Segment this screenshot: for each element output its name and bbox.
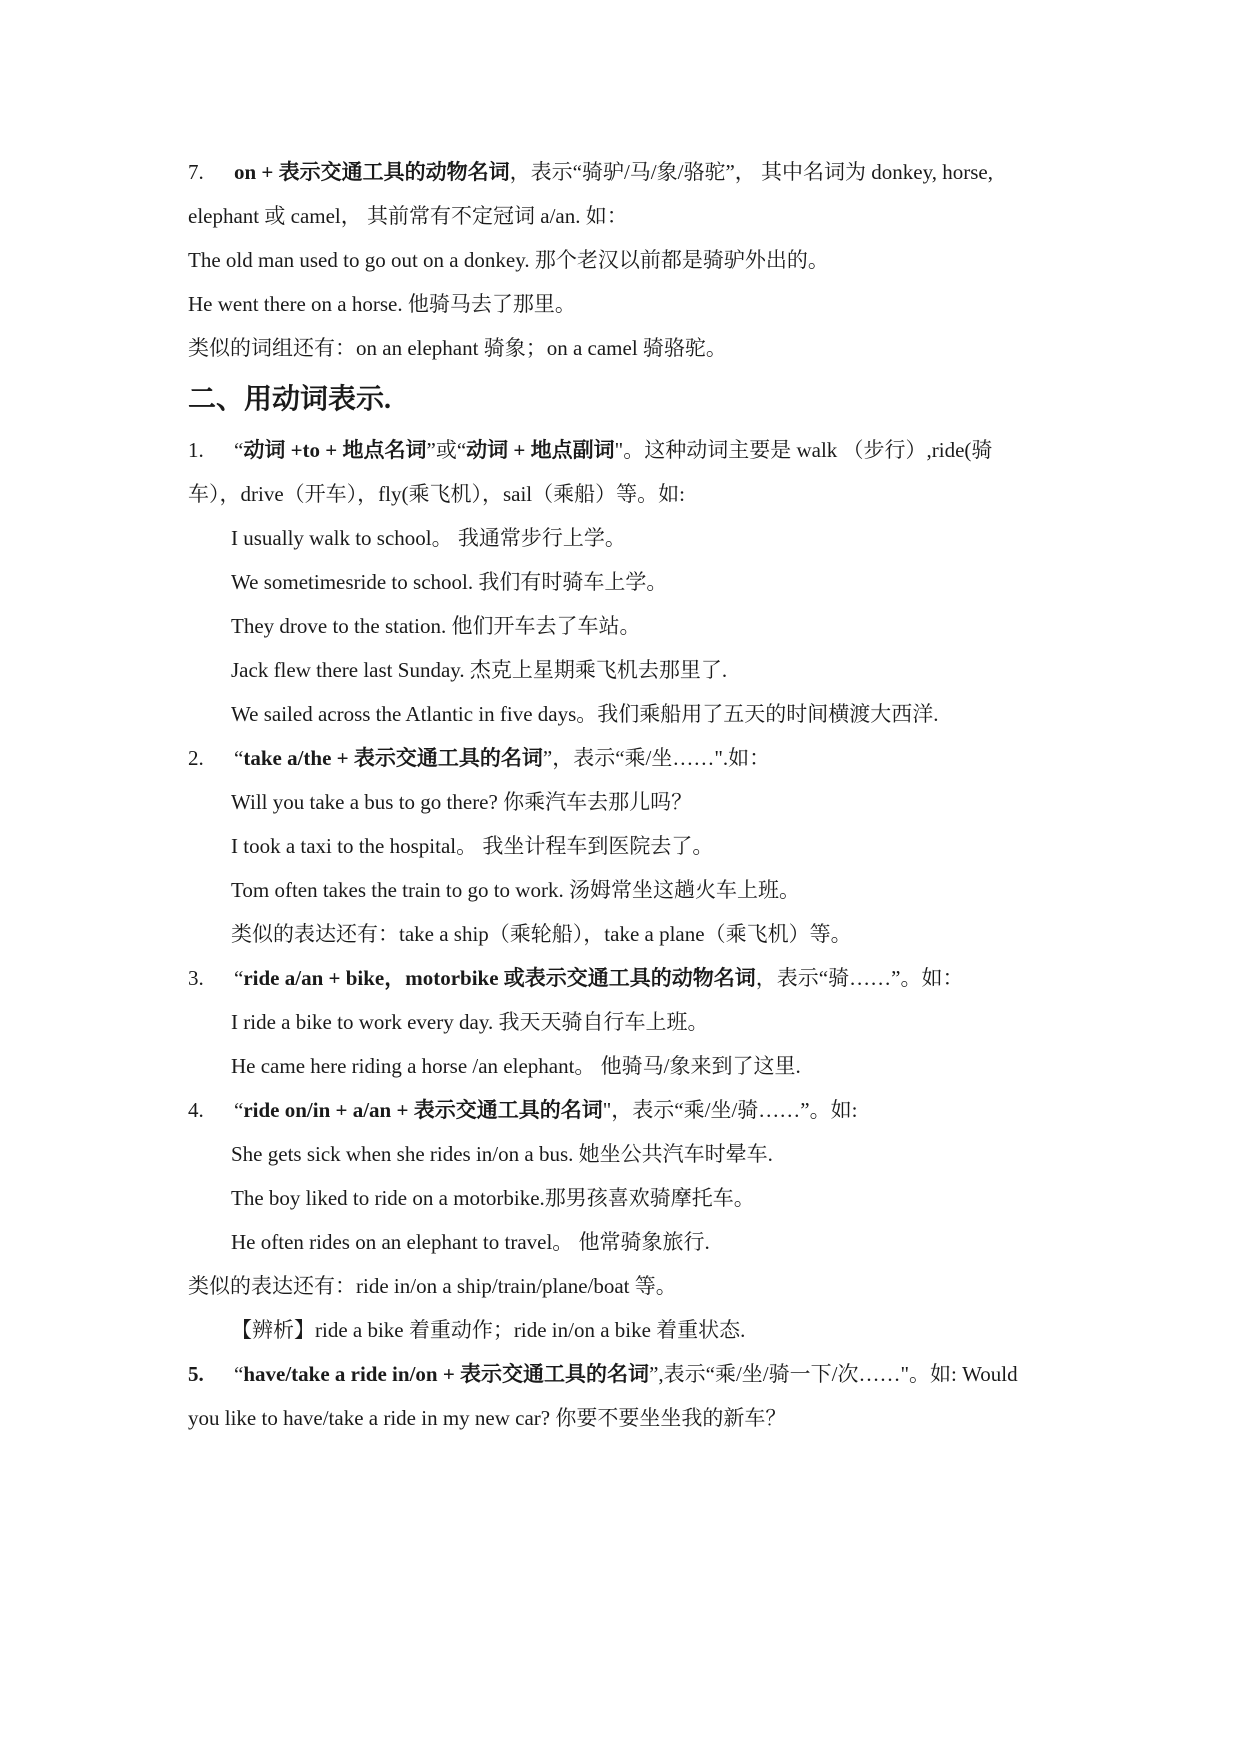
example-sentence: She gets sick when she rides in/on a bus. 她坐公共汽车时晕车.: [231, 1142, 773, 1166]
item-1-line: [188, 435, 992, 465]
item-key-phrase: on + 表示交通工具的动物名词: [234, 160, 510, 184]
example-sentence: He came here riding a horse /an elephant。 他骑马/象来到了这里.: [231, 1054, 801, 1078]
section-heading: 二、用动词表示.: [188, 384, 392, 415]
example-sentence: Will you take a bus to go there? 你乘汽车去那儿吗？: [231, 790, 693, 814]
quote-mark: “: [234, 1098, 244, 1122]
item-number: 7.: [188, 160, 204, 184]
example-sentence: I ride a bike to work every day. 我天天骑自行车上班。: [231, 1010, 709, 1034]
quote-mark: “: [234, 966, 244, 990]
example-sentence: We sailed across the Atlantic in five days。我们乘船用了五天的时间横渡大西洋.: [231, 702, 939, 726]
example-sentence: They drove to the station. 他们开车去了车站。: [231, 614, 641, 638]
item-description: ”，表示“乘/坐……".如：: [542, 746, 771, 770]
item-key-phrase: have/take a ride in/on + 表示交通工具的名词: [243, 1362, 650, 1386]
analysis-note: [231, 1315, 745, 1345]
item-key-phrase: take a/the + 表示交通工具的名词: [243, 746, 543, 770]
example-sentence: I usually walk to school。 我通常步行上学。: [231, 526, 626, 550]
item-3-line: [188, 963, 963, 993]
item-1-continuation: 车），drive（开车），fly(乘飞机），sail（乘船）等。如:: [188, 482, 685, 506]
item-description: ，表示“骑驴/马/象/骆驼”， 其中名词为 donkey, horse,: [509, 160, 993, 184]
item-description: ”,表示“乘/坐/骑一下/次……"。如: Would: [649, 1362, 1018, 1386]
example-sentence: The old man used to go out on a donkey. 那个老汉以前都是骑驴外出的。: [188, 248, 829, 272]
connector-text: ”或“: [426, 438, 467, 462]
analysis-label: 【辨析】: [231, 1318, 315, 1342]
analysis-text: ride a bike 着重动作；ride in/on a bike 着重状态.: [315, 1318, 746, 1342]
item-number: 3.: [188, 966, 204, 990]
item-4-line: [188, 1095, 857, 1125]
item-description: "，表示“乘/坐/骑……”。如:: [602, 1098, 858, 1122]
quote-mark: “: [234, 746, 244, 770]
example-sentence: We sometimesride to school. 我们有时骑车上学。: [231, 570, 668, 594]
similar-expressions: 类似的表达还有：ride in/on a ship/train/plane/boat 等。: [188, 1274, 677, 1298]
example-sentence: Jack flew there last Sunday. 杰克上星期乘飞机去那里了.: [231, 658, 728, 682]
similar-expressions: 类似的词组还有：on an elephant 骑象；on a camel 骑骆驼。: [188, 336, 727, 360]
example-sentence: I took a taxi to the hospital。 我坐计程车到医院去了。: [231, 834, 714, 858]
item-key-phrase: ride a/an + bike，motorbike 或表示交通工具的动物名词: [243, 966, 756, 990]
similar-expressions: 类似的表达还有：take a ship（乘轮船），take a plane（乘飞机）等。: [231, 922, 852, 946]
item-description: ，表示“骑……”。如：: [755, 966, 964, 990]
item-number: 2.: [188, 746, 204, 770]
item-7-line: [188, 157, 993, 187]
example-sentence: He often rides on an elephant to travel。 他常骑象旅行.: [231, 1230, 710, 1254]
item-2-line: [188, 743, 770, 773]
item-5-line: [188, 1359, 1018, 1389]
quote-mark: “: [234, 438, 244, 462]
item-number: 1.: [188, 438, 204, 462]
item-5-continuation: you like to have/take a ride in my new car? 你要不要坐坐我的新车？: [188, 1406, 787, 1430]
item-number: 5.: [188, 1362, 204, 1386]
item-key-phrase: ride on/in + a/an + 表示交通工具的名词: [243, 1098, 603, 1122]
example-sentence: Tom often takes the train to go to work. 汤姆常坐这趟火车上班。: [231, 878, 800, 902]
example-sentence: He went there on a horse. 他骑马去了那里。: [188, 292, 576, 316]
item-7-continuation: elephant 或 camel， 其前常有不定冠词 a/an. 如：: [188, 204, 628, 228]
item-key-phrase: 动词 +to + 地点名词: [243, 438, 427, 462]
item-description: "。这种动词主要是 walk （步行）,ride(骑: [614, 438, 993, 462]
example-sentence: The boy liked to ride on a motorbike.那男孩喜欢骑摩托车。: [231, 1186, 755, 1210]
quote-mark: “: [234, 1362, 244, 1386]
item-key-phrase: 动词 + 地点副词: [466, 438, 615, 462]
item-number: 4.: [188, 1098, 204, 1122]
